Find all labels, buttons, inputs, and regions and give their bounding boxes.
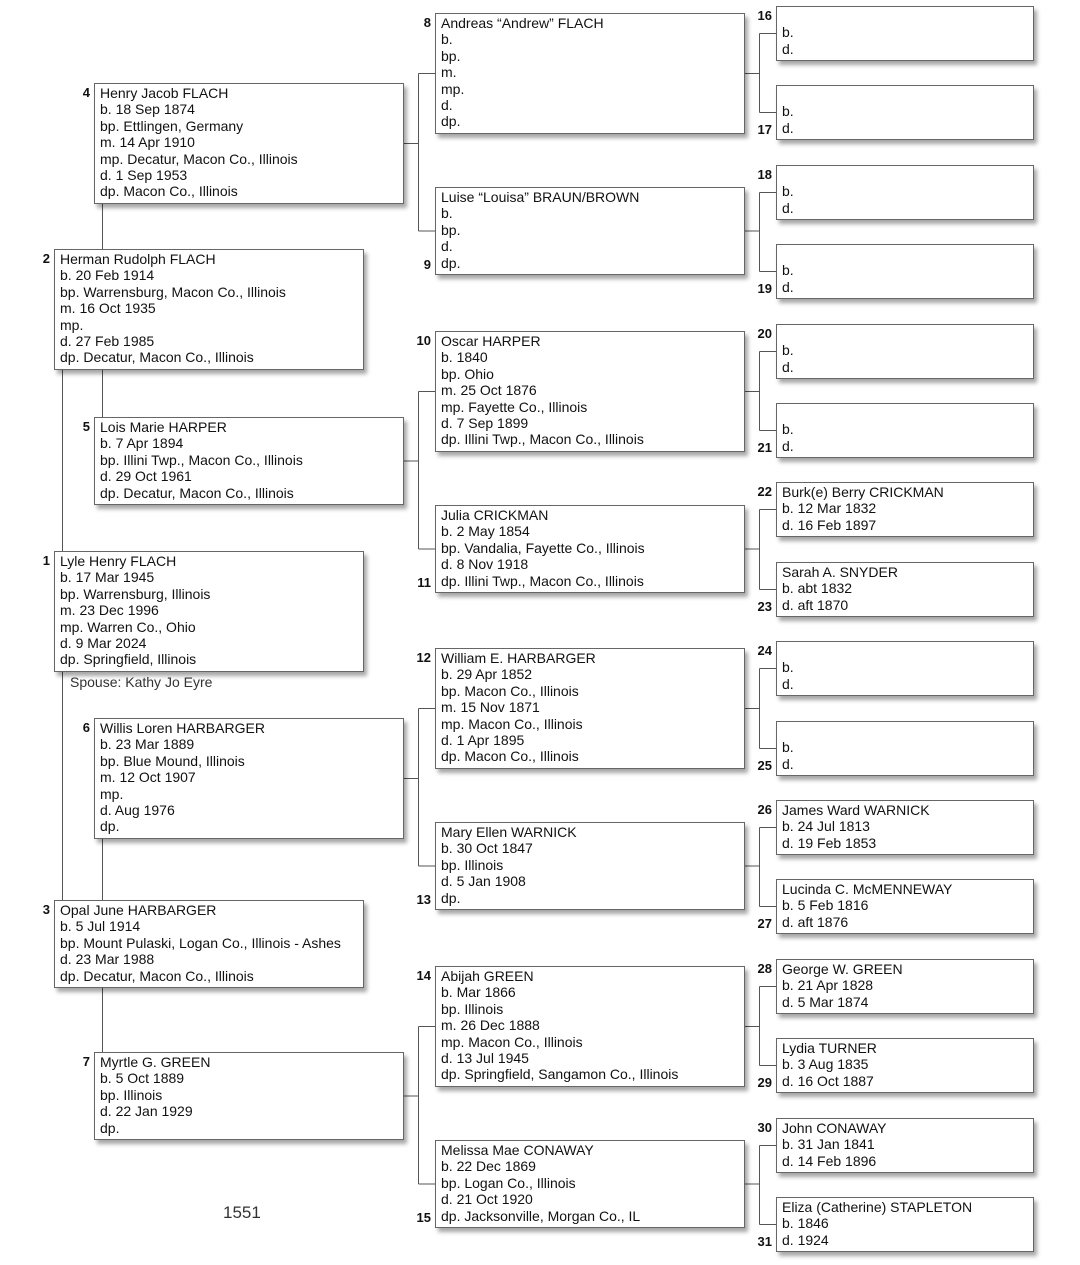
person-box-21 [776,403,1034,458]
ahnentafel-number: 11 [417,575,431,590]
person-name: James Ward WARNICK [782,802,930,818]
ahnentafel-number: 21 [757,440,772,455]
person-name: Melissa Mae CONAWAY [441,1142,594,1158]
ahnentafel-number: 20 [757,326,772,341]
person-fact: d. [441,238,453,255]
person-fact: b. 12 Mar 1832 [782,500,877,517]
person-fact: dp. Springfield, Illinois [60,651,197,668]
person-fact: dp. [100,1119,120,1136]
person-fact: b. [782,183,794,200]
person-fact: b. [782,103,794,120]
person-fact: b. [441,31,453,48]
person-fact: d. 22 Jan 1929 [100,1103,193,1120]
person-fact: mp. Macon Co., Illinois [441,1033,583,1050]
person-fact: bp. Illinois [441,1000,504,1017]
person-name: Luise “Louisa” BRAUN/BROWN [441,189,640,205]
person-fact: b. 30 Oct 1847 [441,840,533,857]
person-name: Andreas “Andrew” FLACH [441,15,604,31]
person-fact: d. 16 Feb 1897 [782,516,877,533]
person-fact: bp. Illinois [441,856,504,873]
ahnentafel-number: 16 [757,8,772,23]
person-fact: m. 16 Oct 1935 [60,300,156,317]
person-fact: dp. [441,254,461,271]
person-fact: b. 7 Apr 1894 [100,435,184,452]
person-fact: b. 5 Jul 1914 [60,918,141,935]
person-fact: bp. Warrensburg, Illinois [60,585,211,602]
person-fact: mp. Macon Co., Illinois [441,715,583,732]
person-fact: d. [782,675,794,692]
person-name [782,167,1028,183]
person-fact: d. 21 Oct 1920 [441,1191,533,1208]
ahnentafel-number: 18 [757,167,772,182]
person-name: Lois Marie HARPER [100,419,227,435]
person-fact: d. [441,97,453,114]
person-fact: bp. Warrensburg, Macon Co., Illinois [60,283,286,300]
person-box-22 [776,482,1034,537]
person-box-6 [94,718,404,839]
person-fact: d. 23 Mar 1988 [60,951,155,968]
ahnentafel-number: 26 [757,802,772,817]
person-fact: bp. Illinois [100,1086,163,1103]
person-fact: d. 1 Sep 1953 [100,167,188,184]
person-name: Mary Ellen WARNICK [441,824,577,840]
person-fact: dp. [100,818,120,835]
person-fact: m. [441,64,457,81]
person-fact: dp. Springfield, Sangamon Co., Illinois [441,1066,679,1083]
ahnentafel-number: 22 [757,484,772,499]
person-fact: dp. Macon Co., Illinois [100,183,238,200]
person-fact: b. 20 Feb 1914 [60,267,155,284]
person-box-13 [435,822,745,910]
person-box-4 [94,83,404,204]
person-fact: bp. Ettlingen, Germany [100,117,244,134]
person-fact: d. 5 Jan 1908 [441,873,526,890]
person-name: Willis Loren HARBARGER [100,720,265,736]
ahnentafel-number: 27 [757,916,772,931]
person-name: William E. HARBARGER [441,650,596,666]
person-fact: b. [782,24,794,41]
ahnentafel-number: 1 [42,553,50,568]
person-box-19 [776,244,1034,299]
person-fact: b. 1840 [441,349,488,366]
ahnentafel-number: 25 [757,758,772,773]
person-fact: b. Mar 1866 [441,984,516,1001]
person-box-11 [435,505,745,593]
person-box-27 [776,879,1034,934]
person-name: George W. GREEN [782,961,903,977]
person-fact: dp. Macon Co., Illinois [441,748,579,765]
person-fact: m. 26 Dec 1888 [441,1017,540,1034]
person-fact: b. 31 Jan 1841 [782,1136,875,1153]
ahnentafel-number: 6 [82,720,90,735]
person-fact: d. [782,199,794,216]
ahnentafel-number: 29 [757,1075,772,1090]
person-box-14 [435,966,745,1087]
person-fact: bp. Logan Co., Illinois [441,1174,576,1191]
person-box-15 [435,1140,745,1228]
person-name: Eliza (Catherine) STAPLETON [782,1199,973,1215]
person-fact: b. [782,659,794,676]
person-fact: d. aft 1870 [782,596,849,613]
person-name: Henry Jacob FLACH [100,85,229,101]
person-name [782,643,1028,659]
person-fact: mp. [100,785,124,802]
person-fact: d. aft 1876 [782,913,849,930]
person-fact: d. [782,40,794,57]
person-fact: dp. Decatur, Macon Co., Illinois [60,967,254,984]
person-fact: b. [782,739,794,756]
person-fact: mp. Warren Co., Ohio [60,618,196,635]
person-name [782,405,1028,421]
person-name: Julia CRICKMAN [441,507,549,523]
ahnentafel-number: 10 [416,333,431,348]
person-fact: d. 27 Feb 1985 [60,333,155,350]
ahnentafel-number: 28 [757,961,772,976]
person-box-20 [776,324,1034,379]
ahnentafel-number: 5 [82,419,90,434]
person-fact: b. 17 Mar 1945 [60,569,155,586]
person-box-30 [776,1118,1034,1173]
ahnentafel-number: 7 [82,1054,90,1069]
person-fact: bp. Ohio [441,365,494,382]
person-box-24 [776,641,1034,696]
person-fact: d. 14 Feb 1896 [782,1152,877,1169]
person-fact: dp. Illini Twp., Macon Co., Illinois [441,431,644,448]
person-fact: m. 23 Dec 1996 [60,602,159,619]
person-box-31 [776,1197,1034,1252]
ahnentafel-number: 9 [423,257,431,272]
person-name: Lydia TURNER [782,1040,877,1056]
person-box-25 [776,721,1034,776]
person-name: Herman Rudolph FLACH [60,251,216,267]
person-fact: dp. Jacksonville, Morgan Co., IL [441,1207,641,1224]
person-fact: m. 25 Oct 1876 [441,382,537,399]
person-name: Sarah A. SNYDER [782,564,898,580]
person-fact: b. abt 1832 [782,580,853,597]
ahnentafel-number: 3 [42,902,50,917]
person-fact: b. 24 Jul 1813 [782,818,870,835]
person-box-17 [776,85,1034,140]
person-name: Lucinda C. McMENNEWAY [782,881,953,897]
person-fact: b. 22 Dec 1869 [441,1158,536,1175]
person-fact: d. 16 Oct 1887 [782,1072,874,1089]
ahnentafel-number: 23 [757,599,772,614]
ahnentafel-number: 13 [416,892,431,907]
person-fact: mp. Decatur, Macon Co., Illinois [100,150,298,167]
person-box-1 [54,551,364,672]
person-box-29 [776,1038,1034,1093]
person-fact: d. [782,278,794,295]
person-fact: bp. [441,221,461,238]
person-fact: b. [782,421,794,438]
person-box-8 [435,13,745,134]
person-box-3 [54,900,364,988]
person-fact: bp. [441,47,461,64]
person-fact: bp. Macon Co., Illinois [441,682,579,699]
person-name: Opal June HARBARGER [60,902,217,918]
person-fact: b. 5 Oct 1889 [100,1070,185,1087]
person-fact: b. [782,342,794,359]
person-box-12 [435,648,745,769]
person-box-2 [54,249,364,370]
person-fact: m. 14 Apr 1910 [100,134,195,151]
spouse-label: Spouse: Kathy Jo Eyre [70,674,213,690]
person-fact: d. Aug 1976 [100,802,175,819]
person-fact: bp. Mount Pulaski, Logan Co., Illinois - Ashes [60,934,341,951]
person-box-5 [94,417,404,505]
person-fact: dp. Decatur, Macon Co., Illinois [60,349,254,366]
person-box-26 [776,800,1034,855]
person-box-10 [435,331,745,452]
person-fact: m. 12 Oct 1907 [100,769,196,786]
ahnentafel-number: 4 [82,85,90,100]
person-fact: mp. [441,80,465,97]
person-fact: dp. Decatur, Macon Co., Illinois [100,484,294,501]
ahnentafel-number: 2 [42,251,50,266]
person-fact: b. 21 Apr 1828 [782,977,874,994]
person-name [782,723,1028,739]
person-fact: dp. Illini Twp., Macon Co., Illinois [441,572,644,589]
person-name [782,326,1028,342]
ahnentafel-number: 15 [416,1210,431,1225]
person-fact: bp. Blue Mound, Illinois [100,752,245,769]
person-fact: b. 29 Apr 1852 [441,666,533,683]
person-name: Lyle Henry FLACH [60,553,177,569]
person-name: Abijah GREEN [441,968,534,984]
person-fact: d. 19 Feb 1853 [782,834,877,851]
person-fact: d. 29 Oct 1961 [100,468,192,485]
person-name [782,246,1028,262]
ahnentafel-number: 19 [757,281,772,296]
person-fact: dp. [441,889,461,906]
person-fact: d. 13 Jul 1945 [441,1050,529,1067]
person-fact: b. 18 Sep 1874 [100,101,195,118]
ahnentafel-number: 30 [757,1120,772,1135]
person-fact: mp. Fayette Co., Illinois [441,398,588,415]
ahnentafel-number: 31 [757,1234,772,1249]
page-number: 1551 [223,1203,261,1222]
ahnentafel-number: 14 [416,968,431,983]
person-fact: bp. Vandalia, Fayette Co., Illinois [441,539,645,556]
person-name: Myrtle G. GREEN [100,1054,211,1070]
person-fact: d. 1924 [782,1231,829,1248]
person-fact: dp. [441,113,461,130]
person-fact: d. [782,119,794,136]
person-fact: b. 2 May 1854 [441,523,530,540]
person-fact: b. 23 Mar 1889 [100,736,195,753]
person-name: John CONAWAY [782,1120,887,1136]
person-fact: d. 7 Sep 1899 [441,415,529,432]
person-name [782,87,1028,103]
ahnentafel-number: 17 [757,122,772,137]
person-box-9 [435,187,745,275]
person-fact: d. [782,437,794,454]
person-fact: b. [782,262,794,279]
ahnentafel-number: 12 [416,650,431,665]
person-box-23 [776,562,1034,617]
person-name [782,8,1028,24]
person-box-7 [94,1052,404,1140]
person-fact: d. 9 Mar 2024 [60,635,147,652]
person-fact: b. 3 Aug 1835 [782,1056,869,1073]
person-fact: d. [782,755,794,772]
person-fact: b. 5 Feb 1816 [782,897,869,914]
person-box-16 [776,6,1034,61]
person-fact: d. [782,358,794,375]
person-fact: bp. Illini Twp., Macon Co., Illinois [100,451,303,468]
person-name: Burk(e) Berry CRICKMAN [782,484,944,500]
person-fact: mp. [60,316,84,333]
person-fact: d. 8 Nov 1918 [441,556,529,573]
person-fact: m. 15 Nov 1871 [441,699,540,716]
ahnentafel-number: 8 [423,15,431,30]
person-name: Oscar HARPER [441,333,541,349]
person-fact: b. 1846 [782,1215,829,1232]
person-box-18 [776,165,1034,220]
ahnentafel-number: 24 [757,643,772,658]
person-fact: d. 1 Apr 1895 [441,732,525,749]
person-box-28 [776,959,1034,1014]
person-fact: b. [441,205,453,222]
person-fact: d. 5 Mar 1874 [782,993,869,1010]
